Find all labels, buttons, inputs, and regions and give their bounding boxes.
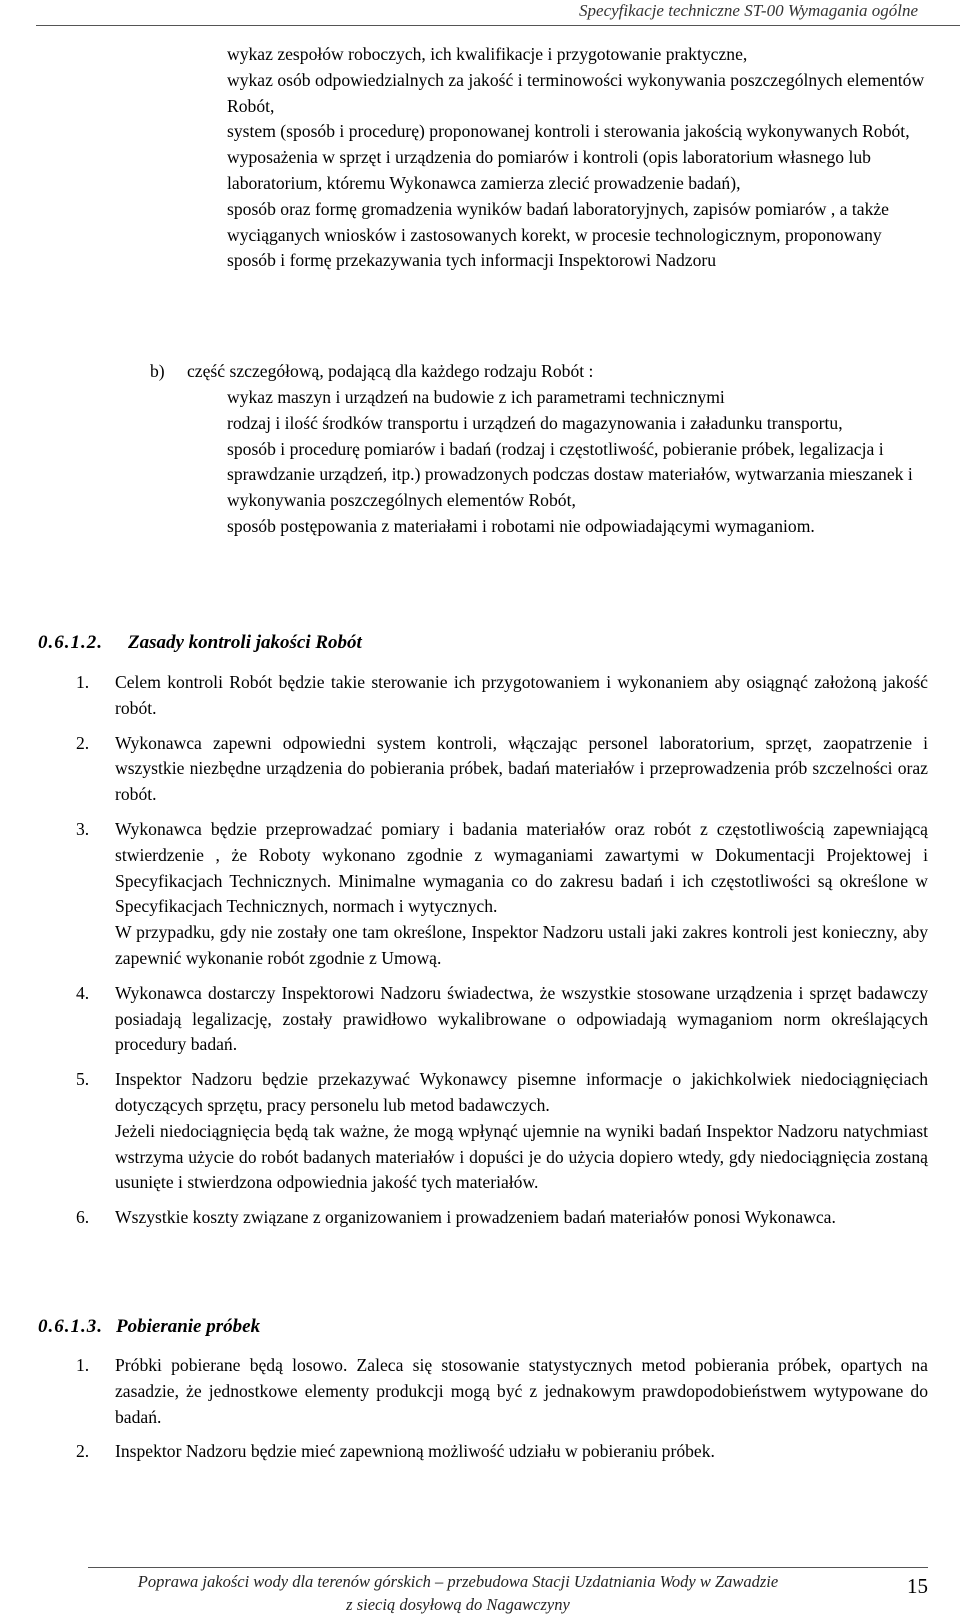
list-item: system (sposób i procedurę) proponowanej kontroli i sterowania jakością wykonywanych Robót, [227, 121, 910, 142]
section-number: 0.6.1.3. [38, 1316, 103, 1337]
item-number: 3. [76, 818, 90, 839]
part-a-list [227, 42, 927, 274]
footer-line: z siecią dosyłową do Nagawczyny [346, 1595, 570, 1614]
list-item [76, 981, 928, 1058]
list-item: wyposażenia w sprzęt i urządzenia do pomiarów i kontroli (opis laboratorium własnego lub laboratorium, któremu Wykonawca zamierza zlecić prowadzenie badań), [227, 147, 871, 193]
list-item [76, 1353, 928, 1430]
section-title: Zasady kontroli jakości Robót [128, 632, 362, 653]
part-b-heading [150, 359, 593, 385]
part-b-list [227, 385, 927, 540]
sampling-list [76, 1353, 928, 1465]
list-item [76, 670, 928, 722]
list-item: sposób i procedurę pomiarów i badań (rodzaj i częstotliwość, pobieranie próbek, legalizacja i sprawdzanie urządzeń, itp.) prowadzonych podczas dostaw materiałów, wytwarzania mieszanek i wykonywania poszczególnych elementów Robót, [227, 438, 913, 511]
footer-line: Poprawa jakości wody dla terenów górskich – przebudowa Stacji Uzdatniania Wody w Zawadzie [137, 1572, 779, 1591]
list-item [76, 1205, 928, 1231]
list-item: sposób postępowania z materiałami i robotami nie odpowiadającymi wymaganiom. [227, 515, 815, 536]
item-text: Wykonawca dostarczy Inspektorowi Nadzoru świadectwa, że wszystkie stosowane urządzenia i sprzęt badawczy posiadają legalizację, zostały prawidłowo wykalibrowane o odpowiadają wymaganiom norm określających procedury badań. [115, 982, 928, 1055]
item-text: Próbki pobierane będą losowo. Zaleca się stosowanie statystycznych metod pobierania próbek, opartych na zasadzie, że jednostkowe elementy produkcji mogą być z jednakowym prawdopodobieństwem wytypowane do badań. [115, 1355, 928, 1427]
running-header: Specyfikacje techniczne ST-00 Wymagania ogólne [579, 1, 918, 20]
item-text: Jeżeli niedociągnięcia będą tak ważne, że mogą wpłynąć ujemnie na wyniki badań Inspektor Nadzoru natychmiast wstrzyma użycie do robót badanych materiałów i dopuści je do użycia dopiero wtedy, gdy niedociągnięcia zostaną usunięte i stwierdzona odpowiednia jakość tych materiałów. [115, 1120, 928, 1193]
header-rule [36, 25, 960, 26]
list-item [76, 817, 928, 972]
footer-rule [88, 1567, 928, 1568]
item-text: Wykonawca zapewni odpowiedni system kontroli, włączając personel laboratorium, sprzęt, zaopatrzenie i wszystkie niezbędne urządzenia do pobierania próbek, badań materiałów i przeprowadzenia prób szczelności oraz robót. [115, 732, 928, 805]
list-item: wykaz maszyn i urządzeń na budowie z ich parametrami technicznymi [227, 387, 725, 407]
page-number: 15 [907, 1574, 928, 1598]
list-item [76, 1439, 928, 1465]
list-item: rodzaj i ilość środków transportu i urządzeń do magazynowania i załadunku transportu, [227, 412, 843, 433]
item-number: 1. [76, 672, 90, 692]
list-item: sposób oraz formę gromadzenia wyników badań laboratoryjnych, zapisów pomiarów , a także wyciąganych wniosków i zastosowanych korekt, w procesie technologicznym, proponowany sposób i formę przekazywania tych informacji Inspektorowi Nadzoru [227, 198, 889, 271]
part-b-text: część szczegółową, podającą dla każdego rodzaju Robót : [187, 361, 594, 381]
item-text: Inspektor Nadzoru będzie przekazywać Wykonawcy pisemne informacje o jakichkolwiek niedociągnięciach dotyczących sprzętu, pracy personelu lub metod badawczych. [115, 1069, 928, 1115]
item-text: Wykonawca będzie przeprowadzać pomiary i badania materiałów oraz robót z częstotliwością zapewniającą stwierdzenie , że Roboty wykonano zgodnie z wymaganiami zawartymi w Dokumentacji Projektowej i Specyfikacjach Technicznych. Minimalne wymagania co do zakresu badań i ich częstotliwości są określone w Specyfikacjach Technicznych, normach i wytycznych. [115, 818, 928, 917]
list-item [76, 731, 928, 808]
list-item: wykaz osób odpowiedzialnych za jakość i terminowości wykonywania poszczególnych elementów Robót, [227, 69, 925, 116]
section-heading [38, 632, 362, 654]
list-item: wykaz zespołów roboczych, ich kwalifikacje i przygotowanie praktyczne, [227, 44, 748, 64]
footer [88, 1570, 828, 1616]
item-text: Celem kontroli Robót będzie takie sterowanie ich przygotowaniem i wykonaniem aby osiągnąć założoną jakość robót. [115, 672, 928, 718]
quality-control-list [76, 670, 928, 1231]
section-title: Pobieranie próbek [116, 1316, 261, 1337]
part-b-label: b) [150, 361, 165, 381]
item-number: 2. [76, 1441, 90, 1462]
section-heading [38, 1316, 260, 1338]
item-text: Inspektor Nadzoru będzie mieć zapewnioną możliwość udziału w pobieraniu próbek. [115, 1441, 715, 1462]
item-number: 4. [76, 982, 90, 1003]
item-number: 2. [76, 732, 90, 753]
list-item [76, 1067, 928, 1196]
item-text: W przypadku, gdy nie zostały one tam określone, Inspektor Nadzoru ustali jaki zakres kontroli jest konieczny, aby zapewnić wykonanie robót zgodnie z Umową. [115, 922, 928, 968]
item-number: 6. [76, 1207, 90, 1228]
item-number: 1. [76, 1355, 90, 1375]
section-number: 0.6.1.2. [38, 632, 103, 653]
item-number: 5. [76, 1069, 90, 1090]
item-text: Wszystkie koszty związane z organizowaniem i prowadzeniem badań materiałów ponosi Wykonawca. [115, 1207, 836, 1228]
